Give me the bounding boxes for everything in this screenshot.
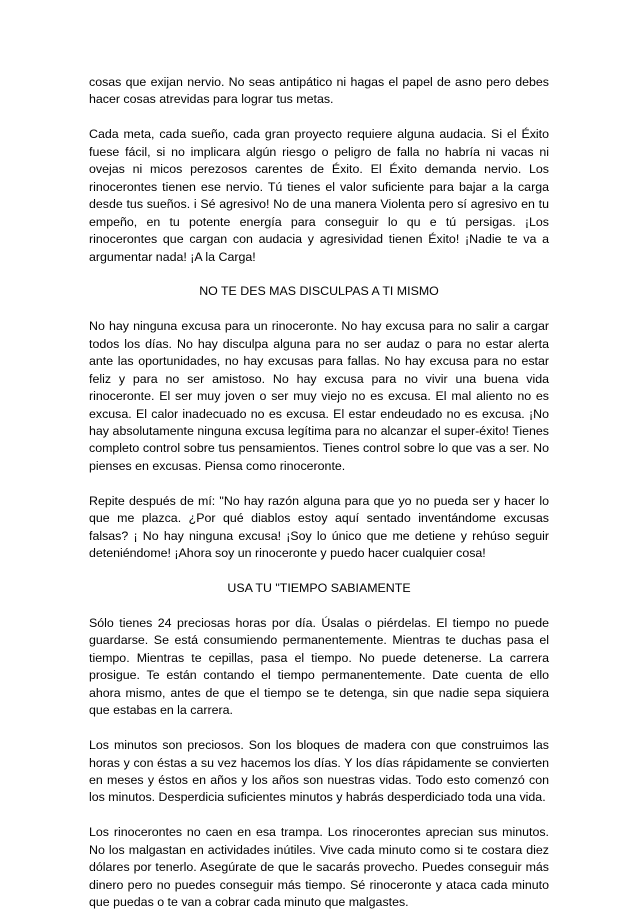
paragraph: No hay ninguna excusa para un rinoceronte. No hay excusa para no salir a cargar todos los días. No hay disculpa alguna para no ser audaz o para no estar alerta ante las oportunidades, no hay excusas para fallas. No hay excusa para no estar feliz y para no ser amistoso. No hay excusa para no vivir una buena vida rinoceronte. El ser muy joven o ser muy viejo no es excusa. El mal aliento no es excusa. El calor inadecuado no es excusa. El estar endeudado no es excusa. ¡No hay absolutamente ninguna excusa legítima para no alcanzar el super-éxito! Tienes completo control sobre tus pensamientos. Tienes control sobre lo que vas a ser. No pienses en excusas. Piensa como rinoceronte.: [89, 319, 549, 473]
paragraph-spacer: [89, 563, 549, 580]
section-heading: USA TU "TIEMPO SABIAMENTE: [227, 581, 411, 596]
paragraph-spacer: [89, 301, 549, 318]
paragraph-spacer: [89, 807, 549, 824]
paragraph-spacer: [89, 475, 549, 492]
paragraph-spacer: [89, 109, 549, 126]
paragraph-spacer: [89, 720, 549, 737]
paragraph-spacer: [89, 598, 549, 615]
paragraph: cosas que exijan nervio. No seas antipático ni hagas el papel de asno pero debes hacer cosas atrevidas para lograr tus metas.: [89, 75, 549, 107]
document-page: [89, 74, 549, 912]
paragraph: Repite después de mí: "No hay razón alguna para que yo no pueda ser y hacer lo que me plazca. ¿Por qué diablos estoy aquí sentado inventándome excusas falsas? ¡ No hay ninguna excusa! ¡Soy lo único que me detiene y rehúso seguir deteniéndome! ¡Ahora soy un rinoceronte y puedo hacer cualquier cosa!: [89, 493, 549, 561]
paragraph: Cada meta, cada sueño, cada gran proyecto requiere alguna audacia. Si el Éxito fuese fácil, si no implicara algún riesgo o peligro de falla no habría ni vacas ni ovejas ni micos perezosos carentes de Éxito. El Éxito demanda nervio. Los rinocerontes tienen ese nervio. Tú tienes el valor suficiente para bajar a la carga desde tus sueños. i Sé agresivo! No de una manera Violenta pero sí agresivo en tu empeño, en tu potente energía para conseguir lo qu e tú persigas. ¡Los rinocerontes que cargan con audacia y agresividad tienen Éxito! ¡Nadie te va a argumentar nada! ¡A la Carga!: [89, 127, 549, 264]
paragraph: Los rinocerontes no caen en esa trampa. Los rinocerontes aprecian sus minutos. No los malgastan en actividades inútiles. Vive cada minuto como si te costara diez dólares por tenerlo. Asegúrate de que le sacarás provecho. Puedes conseguir más dinero pero no puedes conseguir más tiempo. Sé rinoceronte y ataca cada minuto que puedas o te van a cobrar cada minuto que malgastes.: [89, 825, 549, 910]
section-heading: NO TE DES MAS DISCULPAS A TI MISMO: [199, 284, 439, 299]
paragraph-spacer: [89, 266, 549, 283]
paragraph: Sólo tienes 24 preciosas horas por día. Úsalas o piérdelas. El tiempo no puede guardarse. Se está consumiendo permanentemente. Mientras te duchas pasa el tiempo. Mientras te cepillas, pasa el tiempo. No puede detenerse. La carrera prosigue. Te están contando el tiempo permanentemente. Date cuenta de ello ahora mismo, antes de que el tiempo se te detenga, sin que nadie sepa siquiera que estabas en la carrera.: [89, 615, 549, 718]
paragraph: Los minutos son preciosos. Son los bloques de madera con que construimos las horas y con éstas a su vez hacemos los días. Y los días rápidamente se convierten en meses y éstos en años y los años son nuestras vidas. Todo esto comenzó con los minutos. Desperdicia suficientes minutos y habrás desperdiciado toda una vida.: [89, 738, 549, 805]
